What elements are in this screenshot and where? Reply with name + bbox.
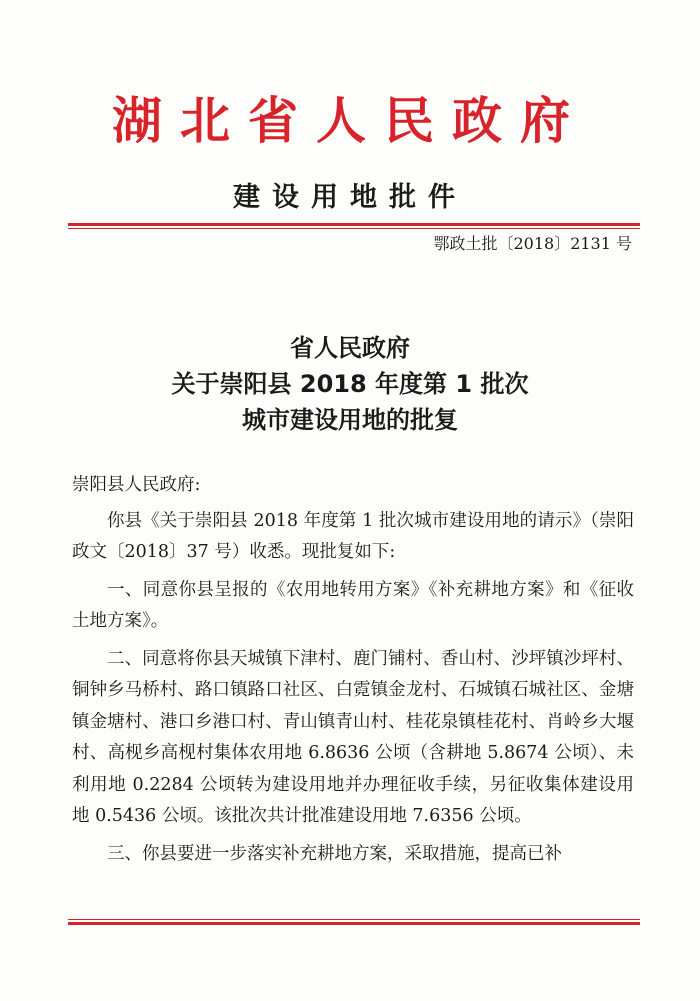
title-line-1: 省人民政府: [290, 334, 410, 362]
paragraph-1: 你县《关于崇阳县 2018 年度第 1 批次城市建设用地的请示》（崇阳政文〔2018〕37 号）收悉。现批复如下:: [72, 510, 634, 562]
document-number: 鄂政土批〔2018〕2131 号: [433, 234, 632, 253]
document-kind: 建设用地批件: [233, 182, 467, 213]
header-rule-thick: [68, 223, 640, 226]
salutation: 崇阳县人民政府:: [72, 475, 201, 495]
title-line-3: 城市建设用地的批复: [242, 406, 458, 434]
header-rule-thin: [68, 228, 640, 229]
reply-title: [0, 330, 700, 438]
title-line-2: 关于崇阳县 2018 年度第 1 批次: [171, 370, 529, 398]
paragraph-2: 一、同意你县呈报的《农用地转用方案》《补充耕地方案》和《征收土地方案》。: [72, 579, 634, 631]
footer-rule-thick: [68, 922, 640, 925]
paragraph-3: 二、同意将你县天城镇下津村、鹿门铺村、香山村、沙坪镇沙坪村、铜钟乡马桥村、路口镇路口社区、白霓镇金龙村、石城镇石城社区、金塘镇金塘村、港口乡港口村、青山镇青山村、桂花泉镇桂花村、肖岭乡大堰村、高枧乡高枧村集体农用地 6.8636 公顷（含耕地 5.8674 公顷）、未利用地 0.2284 公顷转为建设用地并办理征收手续，另征收集体建设用地 0.5436 公顷。该批次共计批准建设用地 7.6356 公顷。: [72, 648, 634, 826]
document-body: [72, 470, 634, 876]
footer-rule-thin: [68, 919, 640, 920]
issuer-title: 湖北省人民政府: [112, 92, 588, 150]
paragraph-4: 三、你县要进一步落实补充耕地方案，采取措施，提高已补: [107, 843, 562, 864]
